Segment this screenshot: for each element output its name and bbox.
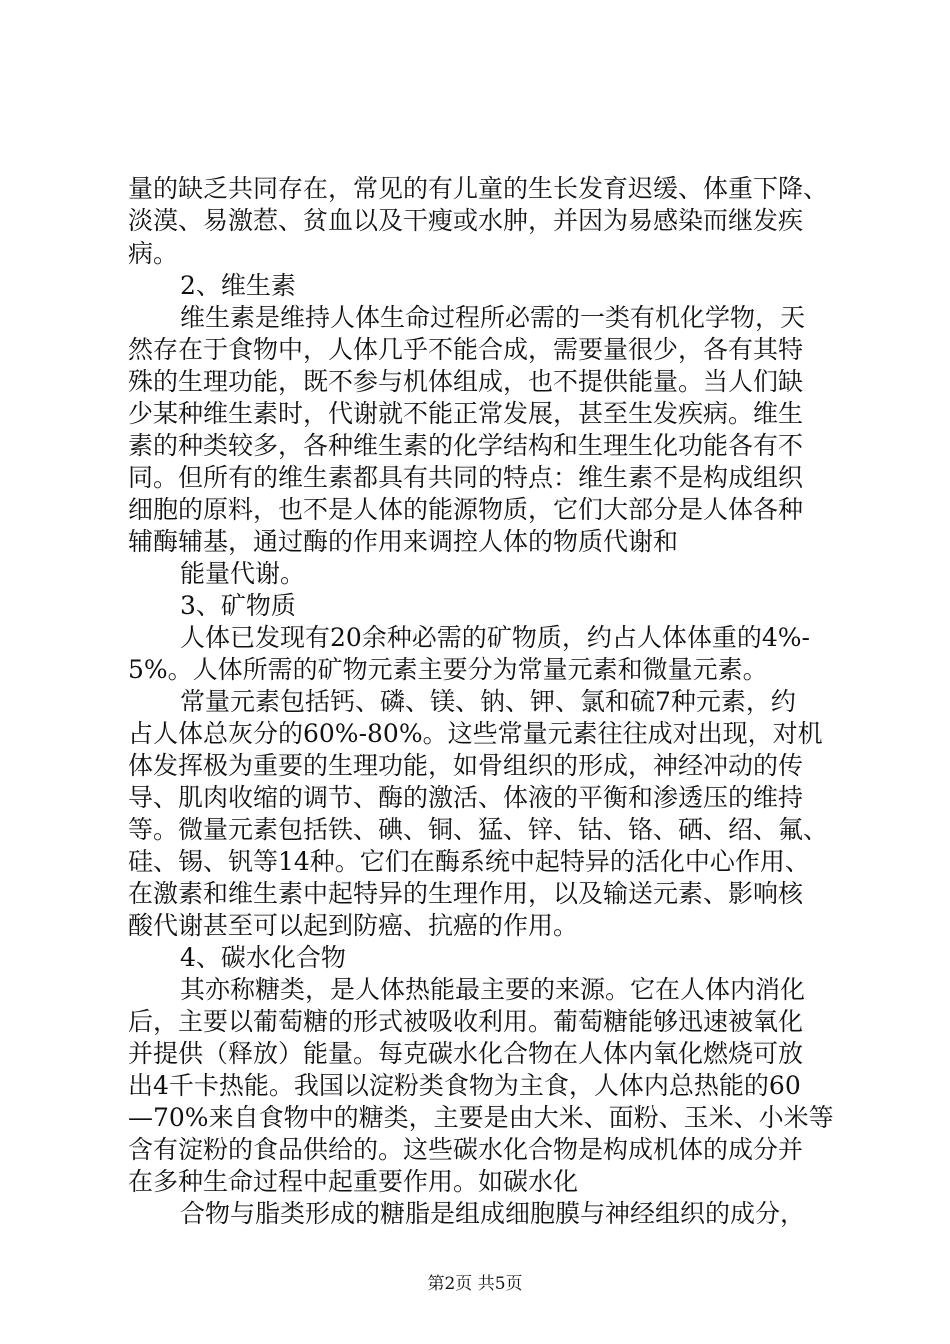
text-line: 酸代谢甚至可以起到防癌、抗癌的作用。 [128, 911, 579, 940]
text-line: 辅酶辅基，通过酶的作用来调控人体的物质代谢和 [128, 527, 679, 556]
text-line: 后，主要以葡萄糖的形式被吸收利用。葡萄糖能够迅速被氧化 [128, 1007, 804, 1036]
text-line: 殊的生理功能，既不参与机体组成，也不提供能量。当人们缺 [128, 367, 804, 396]
page-footer: 第2页 共5页 [427, 1274, 523, 1294]
text-line: 出4千卡热能。我国以淀粉类食物为主食，人体内总热能的60 [128, 1071, 801, 1100]
text-line: 硅、锡、钒等14种。它们在酶系统中起特异的活化中心作用、 [128, 847, 810, 876]
text-line: 并提供（释放）能量。每克碳水化合物在人体内氧化燃烧可放 [128, 1039, 804, 1068]
text-line: 同。但所有的维生素都具有共同的特点：维生素不是构成组织 [128, 463, 804, 492]
text-line: 细胞的原料，也不是人体的能源物质，它们大部分是人体各种 [128, 495, 804, 524]
section-heading: 3、矿物质 [180, 591, 296, 620]
text-line: 病。 [128, 239, 179, 268]
text-line: 在激素和维生素中起特异的生理作用，以及输送元素、影响核 [128, 879, 804, 908]
text-line: 体发挥极为重要的生理功能，如骨组织的形成，神经冲动的传 [128, 751, 804, 780]
text-line: 含有淀粉的食品供给的。这些碳水化合物是构成机体的成分并 [128, 1135, 804, 1164]
text-line: 导、肌肉收缩的调节、酶的激活、体液的平衡和渗透压的维持 [128, 783, 804, 812]
text-line: 合物与脂类形成的糖脂是组成细胞膜与神经组织的成分， [180, 1199, 806, 1228]
text-line: 然存在于食物中，人体几乎不能合成，需要量很少，各有其特 [128, 335, 804, 364]
text-line: 常量元素包括钙、磷、镁、钠、钾、氯和硫7种元素，约 [180, 687, 796, 716]
text-line: 人体已发现有20余种必需的矿物质，约占人体体重的4%- [180, 623, 810, 652]
text-line: 能量代谢。 [180, 559, 306, 588]
text-line: 量的缺乏共同存在，常见的有儿童的生长发育迟缓、体重下降、 [128, 174, 829, 203]
text-line: 其亦称糖类，是人体热能最主要的来源。它在人体内消化 [180, 975, 806, 1004]
text-line: 素的种类较多，各种维生素的化学结构和生理生化功能各有不 [128, 431, 804, 460]
text-line: 淡漠、易激惹、贫血以及干瘦或水肿，并因为易感染而继发疾 [128, 206, 804, 235]
text-line: 少某种维生素时，代谢就不能正常发展，甚至生发疾病。维生 [128, 399, 804, 428]
section-heading: 2、维生素 [180, 271, 296, 300]
text-line: 维生素是维持人体生命过程所必需的一类有机化学物，天 [180, 303, 806, 332]
text-line: 占人体总灰分的60%-80%。这些常量元素往往成对出现，对机 [128, 719, 823, 748]
text-line: —70%来自食物中的糖类，主要是由大米、面粉、玉米、小米等 [128, 1103, 834, 1132]
section-heading: 4、碳水化合物 [180, 943, 346, 972]
text-line: 5%。人体所需的矿物元素主要分为常量元素和微量元素。 [128, 655, 768, 684]
text-line: 等。微量元素包括铁、碘、铜、猛、锌、钴、铬、硒、绍、氟、 [128, 815, 829, 844]
text-line: 在多种生命过程中起重要作用。如碳水化 [128, 1167, 579, 1196]
